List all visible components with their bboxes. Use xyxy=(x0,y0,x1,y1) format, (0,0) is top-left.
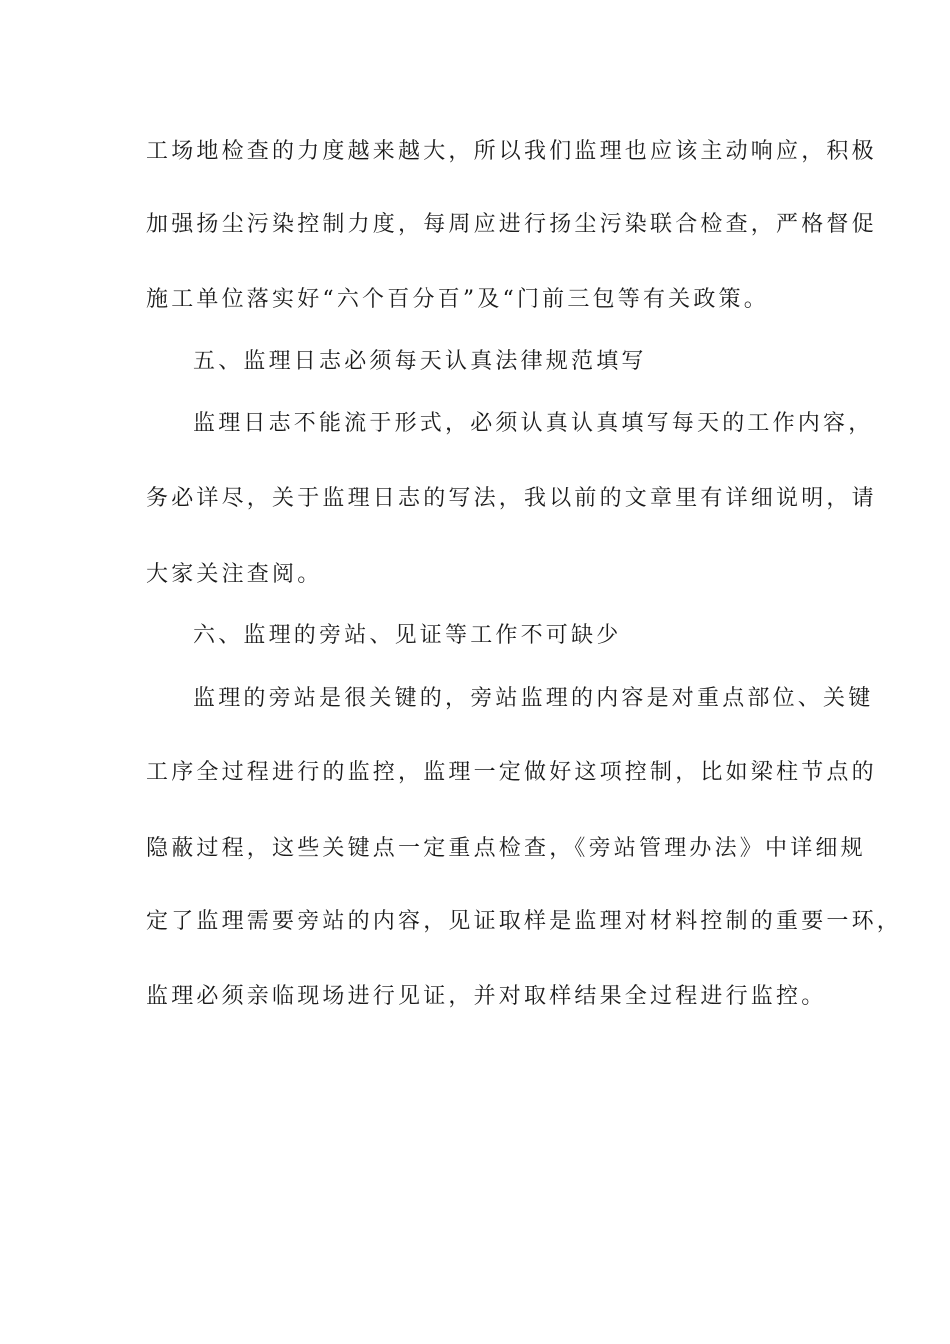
paragraph-line: 监理的旁站是很关键的，旁站监理的内容是对重点部位、关键 xyxy=(193,686,874,711)
paragraph-line: 工序全过程进行的监控，监理一定做好这项控制，比如梁柱节点的 xyxy=(146,760,877,785)
paragraph-line: 监理必须亲临现场进行见证，并对取样结果全过程进行监控。 xyxy=(146,984,827,1009)
paragraph-line: 加强扬尘污染控制力度，每周应进行扬尘污染联合检查，严格督促 xyxy=(146,212,877,237)
paragraph-line: 隐蔽过程，这些关键点一定重点检查，《旁站管理办法》中详细规 xyxy=(146,836,866,861)
paragraph-line: 监理日志不能流于形式，必须认真认真填写每天的工作内容， xyxy=(193,411,874,436)
paragraph-line: 工场地检查的力度越来越大，所以我们监理也应该主动响应，积极 xyxy=(146,139,877,164)
section-heading: 五、监理日志必须每天认真法律规范填写 xyxy=(193,349,647,374)
paragraph-line: 施工单位落实好“六个百分百”及“门前三包等有关政策。 xyxy=(146,287,769,312)
paragraph-line: 定了监理需要旁站的内容，见证取样是监理对材料控制的重要一环， xyxy=(146,909,903,934)
paragraph-line: 务必详尽，关于监理日志的写法，我以前的文章里有详细说明，请 xyxy=(146,486,877,511)
section-heading: 六、监理的旁站、见证等工作不可缺少 xyxy=(193,623,622,648)
paragraph-line: 大家关注查阅。 xyxy=(146,562,323,587)
